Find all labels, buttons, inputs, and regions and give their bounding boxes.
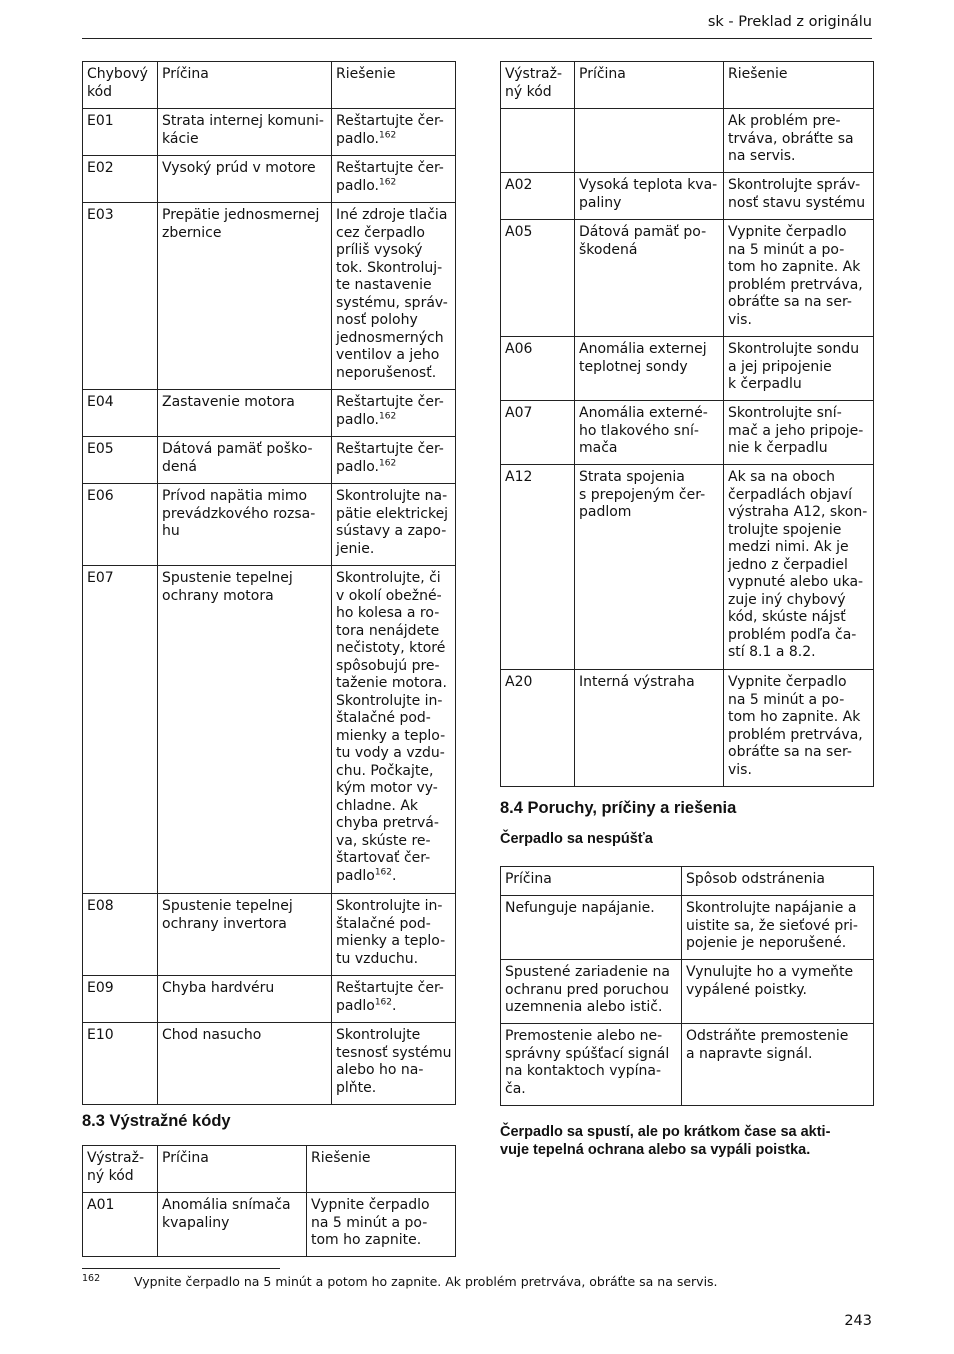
column-header-cause: Príčina (158, 1146, 307, 1193)
warning-code: A02 (501, 173, 575, 220)
table-row (501, 1024, 874, 1106)
warning-code: A01 (83, 1193, 158, 1257)
error-code: E05 (83, 437, 158, 484)
error-code: E01 (83, 109, 158, 156)
table-row (501, 465, 874, 670)
footnote-ref[interactable]: 162 (379, 457, 397, 468)
column-header-cause: Príčina (501, 867, 682, 896)
error-solution-text: Reštartujte čer- padlo. (336, 441, 444, 475)
fault-cause: Nefunguje napájanie. (501, 896, 682, 960)
error-solution-text: Skontrolujte tesnosť systému alebo ho na- plňte. (336, 1027, 452, 1096)
table-row (83, 203, 456, 390)
error-solution (332, 566, 456, 894)
warning-cause (575, 109, 724, 173)
warning-code (501, 109, 575, 173)
column-header-remedy: Spôsob odstránenia (682, 867, 874, 896)
error-code: E09 (83, 976, 158, 1023)
error-code: E04 (83, 390, 158, 437)
error-cause: Spustenie tepelnej ochrany motora (158, 566, 332, 894)
warning-code: A20 (501, 670, 575, 787)
solution-trailing-punctuation: . (392, 867, 397, 884)
error-cause: Prepätie jednosmernej zbernice (158, 203, 332, 390)
error-solution (332, 484, 456, 566)
page-number: 243 (844, 1313, 872, 1329)
table-row (83, 109, 456, 156)
column-header-solution: Riešenie (307, 1146, 456, 1193)
column-header-code: Chybový kód (83, 62, 158, 109)
warning-solution: Skontrolujte správ- nosť stavu systému (724, 173, 874, 220)
table-header-row (83, 62, 456, 109)
table-row (83, 390, 456, 437)
table-row (501, 960, 874, 1024)
error-solution (332, 390, 456, 437)
table-row (83, 894, 456, 976)
fault-remedy: Skontrolujte napájanie a uistite sa, že sieťové pri- pojenie je neporušené. (682, 896, 874, 960)
error-solution-text: Iné zdroje tlačia cez čerpadlo príliš vysoký tok. Skontroluj- te nastavenie systému, správ- nosť polohy jednosmerných ventilov a jeho neporušenosť. (336, 207, 448, 381)
column-header-solution: Riešenie (724, 62, 874, 109)
table-row (501, 401, 874, 465)
table-header-row (501, 62, 874, 109)
subtitle-thermal-protection: Čerpadlo sa spustí, ale po krátkom čase sa akti- vuje tepelná ochrana alebo sa vypáli poistka. (500, 1124, 831, 1158)
footnote-ref[interactable]: 162 (374, 996, 392, 1007)
warning-solution: Vypnite čerpadlo na 5 minút a po- tom ho zapnite. (307, 1193, 456, 1257)
error-code: E02 (83, 156, 158, 203)
warning-cause: Strata spojenia s prepojeným čer- padlom (575, 465, 724, 670)
error-solution-text: Skontrolujte na- pätie elektrickej sústavy a zapo- jenie. (336, 488, 449, 557)
table-row (501, 220, 874, 337)
table-row (501, 173, 874, 220)
footnote-rule (82, 1268, 280, 1269)
fault-cause: Spustené zariadenie na ochranu pred poruchou uzemnenia alebo istič. (501, 960, 682, 1024)
table-row (83, 1193, 456, 1257)
table-row (83, 437, 456, 484)
error-cause: Chod nasucho (158, 1023, 332, 1105)
column-header-code: Výstraž- ný kód (83, 1146, 158, 1193)
fault-cause: Premostenie alebo ne- správny spúšťací signál na kontaktoch vypína- ča. (501, 1024, 682, 1106)
error-solution-text: Reštartujte čer- padlo. (336, 113, 444, 147)
column-header-solution: Riešenie (332, 62, 456, 109)
table-row (501, 337, 874, 401)
table-header-row (501, 867, 874, 896)
warning-solution: Vypnite čerpadlo na 5 minút a po- tom ho zapnite. Ak problém pretrváva, obráťte sa na ser- vis. (724, 220, 874, 337)
warning-solution: Ak sa na oboch čerpadlách objaví výstraha A12, skon- trolujte spojenie medzi nimi. Ak je jedno z čerpadiel vypnuté alebo uka- zuje iný chybový kód, skúste nájsť problém podľa ča- stí 8.1 a 8.2. (724, 465, 874, 670)
error-cause: Vysoký prúd v motore (158, 156, 332, 203)
warning-cause: Anomália externé- ho tlakového sní- mača (575, 401, 724, 465)
section-title-8-3: 8.3 Výstražné kódy (82, 1112, 231, 1130)
table-header-row (83, 1146, 456, 1193)
table-row (83, 484, 456, 566)
warning-cause: Anomália snímača kvapaliny (158, 1193, 307, 1257)
warning-code-table-2 (500, 61, 874, 787)
warning-solution: Skontrolujte sní- mač a jeho pripoje- nie k čerpadlu (724, 401, 874, 465)
footnote-number: 162 (82, 1273, 101, 1284)
error-solution-text: Reštartujte čer- padlo. (336, 394, 444, 428)
table-row (83, 156, 456, 203)
table-row (501, 109, 874, 173)
warning-solution: Vypnite čerpadlo na 5 minút a po- tom ho zapnite. Ak problém pretrváva, obráťte sa na ser- vis. (724, 670, 874, 787)
error-solution-text: Skontrolujte in- štalačné pod- mienky a teplo- tu vzduchu. (336, 898, 446, 967)
table-row (83, 976, 456, 1023)
error-solution (332, 156, 456, 203)
table-row (83, 1023, 456, 1105)
table-row (501, 896, 874, 960)
column-header-code: Výstraž- ný kód (501, 62, 575, 109)
error-code-table (82, 61, 456, 1105)
warning-solution: Ak problém pre- trváva, obráťte sa na servis. (724, 109, 874, 173)
footnote-ref[interactable]: 162 (379, 176, 397, 187)
error-solution (332, 437, 456, 484)
footnote-ref[interactable]: 162 (374, 866, 392, 877)
solution-trailing-punctuation: . (392, 997, 397, 1014)
error-solution (332, 109, 456, 156)
table-row (83, 566, 456, 894)
error-solution (332, 203, 456, 390)
warning-code: A07 (501, 401, 575, 465)
warning-code: A06 (501, 337, 575, 401)
error-code: E10 (83, 1023, 158, 1105)
error-cause: Zastavenie motora (158, 390, 332, 437)
error-code: E03 (83, 203, 158, 390)
footnote-ref[interactable]: 162 (379, 129, 397, 140)
running-header: sk - Preklad z originálu (707, 14, 872, 30)
section-title-8-4: 8.4 Poruchy, príčiny a riešenia (500, 799, 737, 817)
error-solution (332, 894, 456, 976)
error-cause: Strata internej komuni- kácie (158, 109, 332, 156)
fault-remedy: Vynulujte ho a vymeňte vypálené poistky. (682, 960, 874, 1024)
warning-solution: Skontrolujte sondu a jej pripojenie k čerpadlu (724, 337, 874, 401)
warning-code: A05 (501, 220, 575, 337)
error-cause: Spustenie tepelnej ochrany invertora (158, 894, 332, 976)
footnote-ref[interactable]: 162 (379, 410, 397, 421)
fault-remedy: Odstráňte premostenie a napravte signál. (682, 1024, 874, 1106)
column-header-cause: Príčina (575, 62, 724, 109)
error-solution (332, 1023, 456, 1105)
error-solution (332, 976, 456, 1023)
error-solution-text: Skontrolujte, či v okolí obežné- ho kolesa a ro- tora nenájdete nečistoty, ktoré spôsobujú pre- taženie motora. Skontrolujte in- štalačné pod- mienky a teplo- tu vody a vzdu- chu. Počkajte, kým motor vy- chladne. Ak chyba pretrvá- va, skúste re- štartovať čer- padlo (336, 570, 447, 884)
warning-cause: Interná výstraha (575, 670, 724, 787)
subtitle-pump-not-starting: Čerpadlo sa nespúšťa (500, 831, 653, 847)
column-header-cause: Príčina (158, 62, 332, 109)
error-cause: Chyba hardvéru (158, 976, 332, 1023)
error-solution-text: Reštartujte čer- padlo (336, 980, 444, 1014)
error-code: E08 (83, 894, 158, 976)
error-cause: Dátová pamäť poško- dená (158, 437, 332, 484)
footnote-text: Vypnite čerpadlo na 5 minút a potom ho zapnite. Ak problém pretrváva, obráťte sa na servis. (134, 1274, 718, 1289)
error-code: E06 (83, 484, 158, 566)
warning-cause: Dátová pamäť po- škodená (575, 220, 724, 337)
table-row (501, 670, 874, 787)
warning-code-table-1 (82, 1145, 456, 1257)
error-solution-text: Reštartujte čer- padlo. (336, 160, 444, 194)
header-rule (82, 38, 872, 39)
error-cause: Prívod napätia mimo prevádzkového rozsa- hu (158, 484, 332, 566)
warning-cause: Anomália externej teplotnej sondy (575, 337, 724, 401)
warning-code: A12 (501, 465, 575, 670)
warning-cause: Vysoká teplota kva- paliny (575, 173, 724, 220)
fault-table (500, 866, 874, 1106)
error-code: E07 (83, 566, 158, 894)
